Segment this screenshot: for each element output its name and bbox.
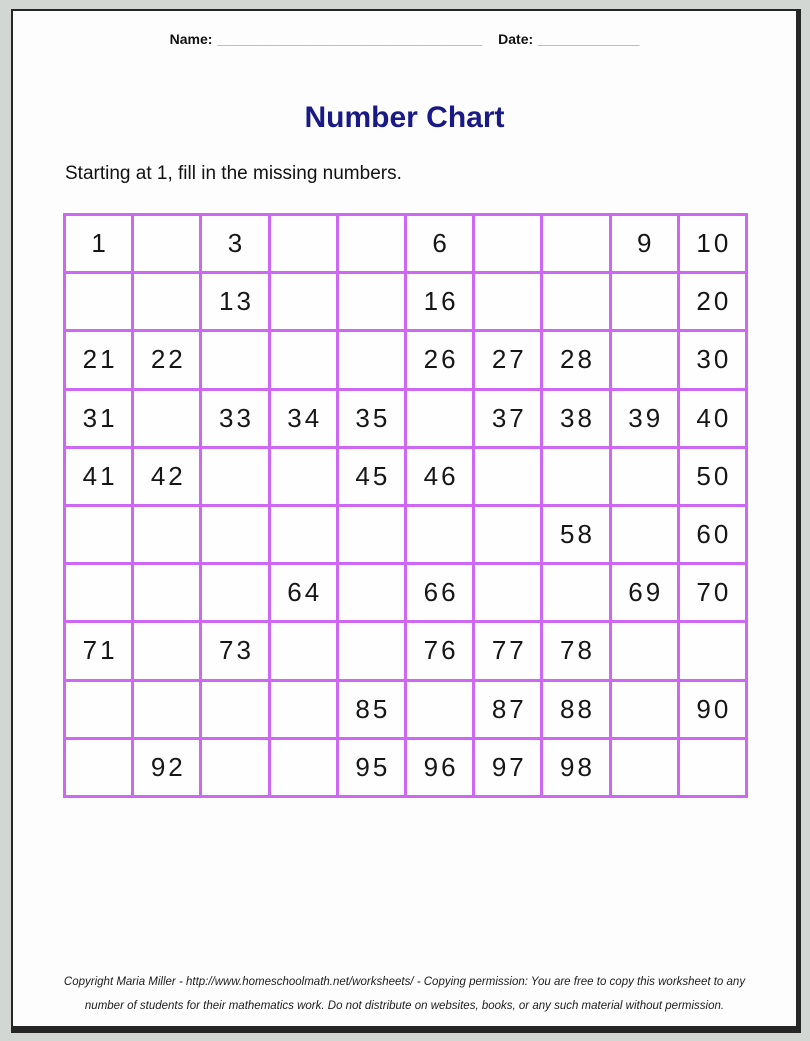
grid-cell-empty[interactable] <box>543 274 608 329</box>
grid-cell-number: 95 <box>355 751 391 782</box>
grid-cell-filled <box>475 332 540 387</box>
grid-cell-number: 41 <box>82 460 118 491</box>
grid-cell-number: 39 <box>628 402 664 433</box>
grid-cell-empty[interactable] <box>271 332 336 387</box>
grid-cell-number: 9 <box>636 228 655 259</box>
grid-cell-number: 1 <box>91 228 109 259</box>
grid-cell-empty[interactable] <box>134 623 199 678</box>
grid-cell-empty[interactable] <box>271 216 336 271</box>
grid-cell-empty[interactable] <box>66 274 131 329</box>
grid-cell-number: 98 <box>560 751 595 782</box>
grid-cell-filled <box>339 391 404 446</box>
grid-cell-filled <box>475 623 540 678</box>
grid-cell-number: 77 <box>491 635 527 666</box>
grid-cell-number: 33 <box>219 402 254 433</box>
grid-cell-empty[interactable] <box>475 274 540 329</box>
grid-cell-filled <box>271 391 336 446</box>
grid-cell-filled <box>407 332 472 387</box>
grid-cell-empty[interactable] <box>66 682 131 737</box>
grid-cell-empty[interactable] <box>202 449 267 504</box>
grid-cell-filled <box>475 391 540 446</box>
grid-cell-empty[interactable] <box>66 740 131 795</box>
grid-cell-number: 50 <box>696 460 732 491</box>
grid-cell-filled <box>407 565 472 620</box>
name-blank-line[interactable]: __________________________________ <box>217 31 483 47</box>
grid-cell-number: 60 <box>696 519 732 550</box>
grid-cell-empty[interactable] <box>339 216 404 271</box>
grid-cell-empty[interactable] <box>407 391 472 446</box>
grid-cell-number: 34 <box>287 402 323 433</box>
grid-cell-filled <box>543 332 608 387</box>
grid-cell-number: 88 <box>560 693 595 724</box>
grid-cell-empty[interactable] <box>612 449 677 504</box>
grid-cell-number: 70 <box>696 577 732 608</box>
grid-cell-number: 6 <box>432 228 450 259</box>
grid-cell-number: 28 <box>560 344 595 375</box>
grid-cell-number: 46 <box>423 460 459 491</box>
grid-cell-empty[interactable] <box>407 682 472 737</box>
grid-cell-filled <box>339 449 404 504</box>
grid-cell-number: 45 <box>355 460 391 491</box>
grid-cell-empty[interactable] <box>134 274 199 329</box>
grid-cell-empty[interactable] <box>339 332 404 387</box>
grid-cell-filled <box>66 391 131 446</box>
grid-cell-empty[interactable] <box>202 682 267 737</box>
grid-cell-empty[interactable] <box>66 565 131 620</box>
name-label: Name: <box>169 31 213 47</box>
grid-cell-filled <box>66 449 131 504</box>
grid-cell-filled <box>543 740 608 795</box>
grid-cell-filled <box>134 332 199 387</box>
grid-cell-empty[interactable] <box>339 274 404 329</box>
grid-cell-number: 71 <box>82 635 118 666</box>
grid-cell-number: 21 <box>82 344 118 375</box>
grid-cell-empty[interactable] <box>612 623 677 678</box>
page-title: Number Chart <box>304 101 505 134</box>
grid-cell-number: 92 <box>150 751 186 782</box>
grid-cell-filled <box>271 565 336 620</box>
grid-cell-number: 96 <box>423 751 459 782</box>
grid-cell-empty[interactable] <box>612 332 677 387</box>
grid-cell-empty[interactable] <box>612 682 677 737</box>
grid-cell-filled <box>680 332 745 387</box>
grid-cell-number: 76 <box>423 635 459 666</box>
grid-cell-number: 66 <box>423 577 459 608</box>
grid-cell-filled <box>407 449 472 504</box>
grid-cell-number: 73 <box>219 635 254 666</box>
grid-cell-empty[interactable] <box>134 565 199 620</box>
grid-cell-empty[interactable] <box>612 507 677 562</box>
grid-cell-empty[interactable] <box>202 565 267 620</box>
grid-cell-empty[interactable] <box>134 216 199 271</box>
grid-cell-empty[interactable] <box>680 623 745 678</box>
grid-cell-filled <box>612 565 677 620</box>
grid-cell-number: 27 <box>491 344 527 375</box>
grid-cell-number: 38 <box>560 402 595 433</box>
grid-cell-empty[interactable] <box>543 449 608 504</box>
grid-cell-filled <box>680 682 745 737</box>
grid-cell-empty[interactable] <box>66 507 131 562</box>
grid-cell-filled <box>202 216 267 271</box>
grid-cell-filled <box>407 274 472 329</box>
grid-cell-number: 85 <box>355 693 391 724</box>
grid-cell-number: 13 <box>219 286 254 317</box>
grid-cell-number: 22 <box>150 344 186 375</box>
grid-cell-number: 40 <box>696 402 732 433</box>
grid-cell-number: 3 <box>227 228 246 259</box>
grid-cell-empty[interactable] <box>271 623 336 678</box>
grid-cell-empty[interactable] <box>271 682 336 737</box>
grid-cell-empty[interactable] <box>475 507 540 562</box>
grid-cell-number: 69 <box>628 577 664 608</box>
grid-cell-empty[interactable] <box>202 332 267 387</box>
grid-cell-filled <box>680 391 745 446</box>
grid-cell-empty[interactable] <box>475 216 540 271</box>
grid-cell-number: 35 <box>355 402 391 433</box>
grid-cell-filled <box>475 682 540 737</box>
grid-cell-number: 87 <box>491 693 527 724</box>
grid-cell-empty[interactable] <box>407 507 472 562</box>
grid-cell-empty[interactable] <box>543 216 608 271</box>
grid-cell-empty[interactable] <box>202 740 267 795</box>
grid-cell-number: 20 <box>696 286 732 317</box>
grid-cell-filled <box>202 623 267 678</box>
grid-cell-empty[interactable] <box>271 274 336 329</box>
grid-cell-number: 42 <box>150 460 186 491</box>
grid-cell-empty[interactable] <box>134 682 199 737</box>
date-blank-line[interactable]: _____________ <box>538 31 640 47</box>
date-label: Date: <box>498 31 534 47</box>
grid-cell-number: 37 <box>491 402 527 433</box>
grid-cell-empty[interactable] <box>543 565 608 620</box>
grid-cell-filled <box>407 216 472 271</box>
grid-cell-empty[interactable] <box>680 740 745 795</box>
grid-cell-filled <box>543 623 608 678</box>
grid-cell-filled <box>66 216 131 271</box>
footer-line-2: number of students for their mathematics work. Do not distribute on websites, books, or any such material without permission. <box>84 1000 725 1012</box>
grid-cell-filled <box>407 623 472 678</box>
grid-cell-empty[interactable] <box>612 740 677 795</box>
grid-cell-filled <box>612 216 677 271</box>
grid-cell-number: 31 <box>82 402 118 433</box>
grid-cell-number: 10 <box>696 228 732 259</box>
grid-cell-empty[interactable] <box>202 507 267 562</box>
footer-copyright <box>13 970 796 1018</box>
grid-cell-filled <box>66 623 131 678</box>
grid-cell-filled <box>475 740 540 795</box>
grid-cell-empty[interactable] <box>475 565 540 620</box>
grid-cell-empty[interactable] <box>134 391 199 446</box>
grid-cell-number: 97 <box>491 751 527 782</box>
grid-cell-filled <box>680 507 745 562</box>
grid-cell-filled <box>134 740 199 795</box>
grid-cell-filled <box>202 391 267 446</box>
grid-cell-filled <box>66 332 131 387</box>
grid-cell-filled <box>680 565 745 620</box>
grid-cell-empty[interactable] <box>134 507 199 562</box>
number-grid <box>63 213 748 798</box>
grid-cell-empty[interactable] <box>271 740 336 795</box>
grid-cell-empty[interactable] <box>339 623 404 678</box>
grid-cell-filled <box>134 449 199 504</box>
grid-cell-filled <box>680 216 745 271</box>
grid-cell-filled <box>543 507 608 562</box>
grid-cell-filled <box>339 740 404 795</box>
grid-cell-number: 64 <box>287 577 323 608</box>
grid-cell-empty[interactable] <box>271 507 336 562</box>
grid-cell-filled <box>407 740 472 795</box>
grid-cell-filled <box>543 682 608 737</box>
grid-cell-filled <box>680 274 745 329</box>
grid-cell-number: 58 <box>560 519 595 550</box>
grid-cell-filled <box>680 449 745 504</box>
grid-cell-empty[interactable] <box>271 449 336 504</box>
instructions-text: Starting at 1, fill in the missing numbers. <box>65 163 402 184</box>
grid-cell-number: 78 <box>560 635 595 666</box>
grid-cell-number: 26 <box>423 344 459 375</box>
name-date-row <box>13 31 796 47</box>
grid-cell-number: 30 <box>696 344 732 375</box>
grid-cell-empty[interactable] <box>475 449 540 504</box>
footer-line-1: Copyright Maria Miller - http://www.homeschoolmath.net/worksheets/ - Copying permission: You are free to copy this worksheet to any <box>63 976 746 988</box>
grid-cell-empty[interactable] <box>612 274 677 329</box>
grid-cell-empty[interactable] <box>339 565 404 620</box>
grid-cell-filled <box>339 682 404 737</box>
worksheet-page <box>11 9 801 1033</box>
grid-cell-empty[interactable] <box>339 507 404 562</box>
grid-cell-filled <box>543 391 608 446</box>
grid-cell-number: 90 <box>696 693 732 724</box>
grid-cell-filled <box>202 274 267 329</box>
grid-cell-filled <box>612 391 677 446</box>
grid-cell-number: 16 <box>423 286 459 317</box>
